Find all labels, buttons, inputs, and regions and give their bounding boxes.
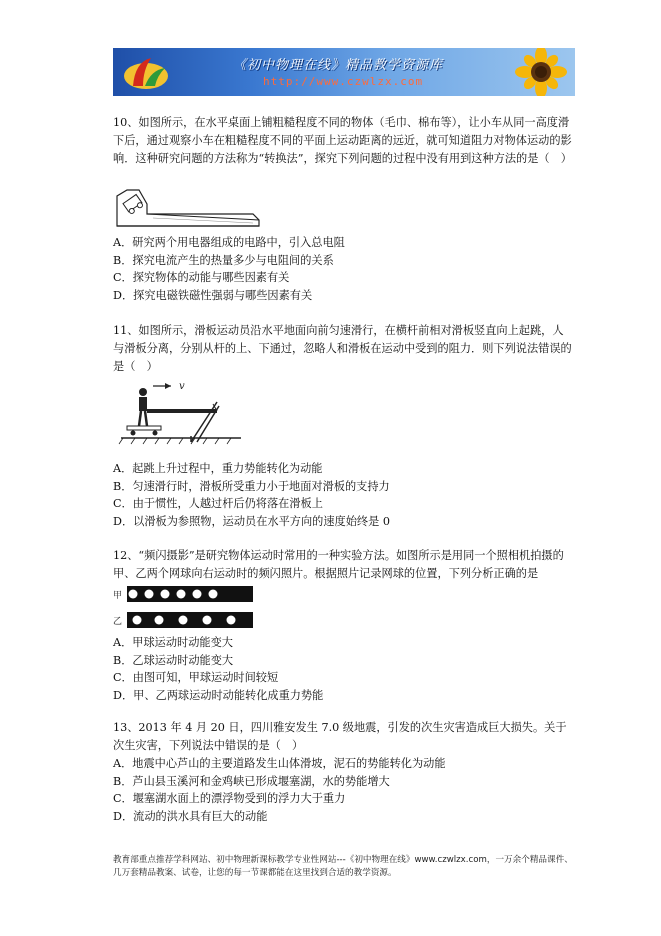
banner-url[interactable]: http://www.czwlzx.com (263, 75, 424, 88)
velocity-label: v (179, 381, 185, 392)
row-label-yi: 乙 (113, 617, 123, 627)
question-13-options (113, 755, 573, 825)
question-11-options (113, 460, 573, 530)
question-12 (113, 547, 573, 583)
option-d[interactable]: D．流动的洪水具有巨大的动能 (113, 809, 268, 823)
option-d[interactable]: D．甲、乙两球运动时动能转化成重力势能 (113, 688, 324, 702)
question-stem: 13、2013 年 4 月 20 日，四川雅安发生 7.0 级地震，引发的次生灾害造成巨大损失。关于次生灾害，下列说法中错误的是（ ） (113, 721, 567, 752)
question-10 (113, 114, 573, 168)
question-10-options (113, 234, 573, 304)
option-a[interactable]: A．研究两个用电器组成的电路中，引入总电阻 (113, 236, 345, 249)
row-label-jia: 甲 (113, 591, 123, 601)
option-b[interactable]: B．匀速滑行时，滑板所受重力小于地面对滑板的支持力 (113, 479, 390, 493)
incline-cart-figure (113, 186, 263, 232)
option-d[interactable]: D．以滑板为参照物，运动员在水平方向的速度始终是 0 (113, 514, 390, 528)
option-b[interactable]: B．乙球运动时动能变大 (113, 653, 234, 667)
header-banner (113, 48, 575, 96)
question-13 (113, 719, 573, 755)
option-b[interactable]: B．芦山县玉溪河和金鸡峡已形成堰塞湖，水的势能增大 (113, 774, 390, 788)
question-stem: 11、如图所示，滑板运动员沿水平地面向前匀速滑行，在横杆前相对滑板竖直向上起跳，人与滑板分离，分别从杆的上、下通过，忽略人和滑板在运动中受到的阻力．则下列说法错误的是（ ） (113, 324, 572, 373)
option-a[interactable]: A．地震中心芦山的主要道路发生山体滑坡，泥石的势能转化为动能 (113, 757, 446, 770)
option-c[interactable]: C．由图可知，甲球运动时间较短 (113, 671, 279, 684)
sunflower-icon (501, 48, 571, 96)
option-c[interactable]: C．由于惯性，人越过杆后仍将落在滑板上 (113, 497, 323, 510)
question-stem: 10、如图所示，在水平桌面上铺粗糙程度不同的物体（毛巾、棉布等），让小车从同一高度滑下后，通过观察小车在粗糙程度不同的平面上运动距离的远近，就可知道阻力对物体运动的影响．这种研究问题的方法称为“转换法”，探究下列问题的过程中没有用到这种方法的是（ ） (113, 116, 572, 165)
question-12-options (113, 634, 573, 704)
banner-title: 《初中物理在线》精品教学资源库 (233, 58, 444, 73)
question-stem: 12、“频闪摄影”是研究物体运动时常用的一种实验方法。如图所示是用同一个照相机拍摄的甲、乙两个网球向右运动时的频闪照片。根据照片记录网球的位置，下列分析正确的是 (113, 549, 564, 580)
page-footer: 教育部重点推荐学科网站、初中物理新课标教学专业性网站---《初中物理在线》www.czwlzx.com，一万余个精品课件、几万套精品教案、试卷，让您的每一节课都能在这里找到合适的教学资源。 (113, 855, 573, 878)
option-c[interactable]: C．探究物体的动能与哪些因素有关 (113, 271, 290, 284)
option-b[interactable]: B．探究电流产生的热量多少与电阻间的关系 (113, 253, 334, 267)
option-c[interactable]: C．堰塞湖水面上的漂浮物受到的浮力大于重力 (113, 792, 346, 805)
strobe-photo-figure (113, 583, 259, 631)
option-a[interactable]: A．起跳上升过程中，重力势能转化为动能 (113, 462, 323, 475)
question-11 (113, 322, 573, 376)
option-a[interactable]: A．甲球运动时动能变大 (113, 636, 233, 649)
option-d[interactable]: D．探究电磁铁磁性强弱与哪些因素有关 (113, 288, 313, 302)
skateboard-figure (113, 376, 253, 456)
site-logo-icon (121, 52, 171, 92)
